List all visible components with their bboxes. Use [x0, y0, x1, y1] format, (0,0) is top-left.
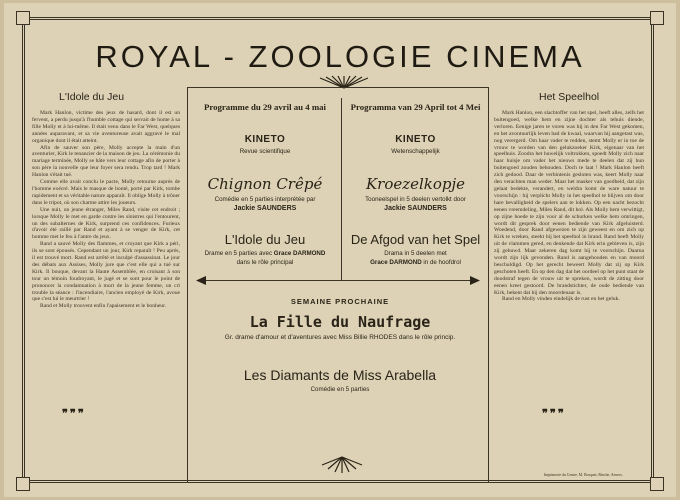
- footer-marks-right: ❞❞❞: [542, 408, 566, 420]
- film1-actor-nl: Jackie SAUNDERS: [384, 205, 447, 212]
- film1-desc-nl: Tooneelspel in 5 deelen vertolkt door: [365, 196, 466, 203]
- kineto-fr: KINETO: [244, 134, 286, 145]
- film2-role-fr: dans le rôle principal: [236, 259, 294, 266]
- left-column-text: [32, 110, 180, 310]
- film1-actor-fr: Jackie SAUNDERS: [233, 205, 297, 212]
- film1-title-nl: Kroezelkopje: [365, 175, 466, 193]
- right-column-divider: [488, 87, 489, 483]
- title-rule: [187, 87, 488, 88]
- right-paragraph: Mark Hanlon, een slachtoffer van het spel, heeft alles, zelfs het buitengoed, welke hem en zijne dochter als tehuis diende, verloren. Eenige jaren te voren was hij in den Far West gekomen, en het avontuurlijk leven had de kwaal, waarvan hij aangetast was, nog verergerd. Om haar vader te redden, stemt Molly er in toe de vrouw te worden van den gelukzoeker Kirk, eigenaar van het speelhuis. Zoodra het huwelijk voltrokken, spoedt Molly zich naar haar huisje om vader het nieuws mede te deelen dat zij hun buitengoed zouden behouden. Doch te laat ! Mark Hanlon heeft zich gedood. Daar de verbintenis gesloten was, keert Molly naar den verachten man weder. Maar het masker van goedheid, dat zijn gelaat bedekte, verandert, en weldra komt de ware natuur te voorschijn : hij verplicht Molly in het speelhol te blijven om door hare bevalligheid de spelers aan te lokken. Op een nacht bezocht eenen vreemdeling, Miles Rand, dit hol. Als Molly hem verwittigt, op zijne hoede te zijn voor al de schurken welke hem omringen, wordt dit gesprek door eenen bediende van Kirk afgeluisterd. Woedend, door Rand afgewezen te zijn geweest en om zich op Kirk te wreken, steekt hij het speelhol in brand. Rand heeft Molly uit de vlammen gered, en denkende dat Kirk erin gebleven is, zijn zij gehuwd. Maar zekeren dag komt hij te voorschijn. Daarna wordt zijn lijk gevonden. Rand is aangehouden en van moord beschuldigd. Op het gerecht beweert Molly dat zij op Kirk geschoten heeft. En op den dag dat het oordeel op het punt staat de doodstraf tegen de vrouw uit te spreken, wordt de zitting door eenen kreet gestoord. De brandstichter, de oude bediende van Kirk, bekent dat hij den moordenaar is.: [494, 110, 644, 296]
- frame-corner-br: [650, 477, 664, 491]
- programme-dates-nl: Programma van 29 April tot 4 Mei: [350, 102, 481, 112]
- left-paragraph: Afin de sauver son père, Molly accepte la main d'un aventurier, Kirk le tenancier de la maison de jeu. La cérémonie du mariage terminée, Molly se hâte vers leur cottage afin de porter à son père la nouvelle que leur foyer sera rendu. Trop tard ! Mark Hanlon s'était tué.: [32, 144, 180, 179]
- right-column-text: [494, 110, 644, 303]
- bottom-ornament-icon: [320, 455, 364, 475]
- right-column-heading: Het Speelhol: [539, 91, 600, 103]
- arrow-right-icon: [470, 276, 480, 285]
- kineto-nl: KINETO: [395, 134, 436, 145]
- kineto-nl-sub: Wetenschappelijk: [391, 148, 440, 155]
- left-paragraph: Comme elle avait conclu le pacte, Molly retourne auprès de l'homme exécré. Mais le masque de bonté, porté par Kirk, tombe rapidement et sa véritable nature apparaît. Il oblige Molly à trôner dans le tripot, où son charme attire les joueurs.: [32, 179, 180, 206]
- right-paragraph: Rand en Molly vinden eindelijk de rust en het geluk.: [502, 296, 620, 303]
- left-paragraph: Mark Hanlon, victime des jeux de hasard, dont il est un fervent, a perdu jusqu'à l'humble cottage qui servait de home à sa fille Molly et à lui-même. Il était venu dans le Far West, quelques années auparavant, et sa vie aventureuse avait aggravé le mal organique dont il était atteint.: [32, 110, 180, 144]
- film2-desc-fr: [192, 250, 338, 257]
- next-film1-desc: Gr. drame d'amour et d'aventures avec Miss Billie RHODES dans le rôle princip.: [224, 334, 456, 341]
- arrow-left-icon: [196, 276, 206, 285]
- frame-corner-tr: [650, 11, 664, 25]
- center-arrow-rule: [204, 280, 472, 281]
- center-split-divider: [341, 98, 342, 281]
- film2-title-fr: L'Idole du Jeu: [224, 232, 306, 247]
- film1-title-fr: Chignon Crêpé: [207, 175, 323, 193]
- kineto-fr-sub: Revue scientifique: [239, 148, 291, 155]
- left-paragraph: Rand a sauvé Molly des flammes, et croyant que Kirk a péri, ils se sont épousés. Cependant un jour, Kirk reparaît ! Peu après, il est trouvé mort. Rand est arrêté et inculpé d'assassinat. Le jour des débats aux Assises, Molly jure que c'est elle qui a tué sur Kirk. Il bouque, devant la Haute Assemblée, en croisant à son tour un témoin foudroyant, le jugé et se sont pour le point de prononcer la condamnation à mort de la jeune femme, un cri trouble la séance : l'incendiaire, l'ancien employé de Kirk, avoue que c'est lui le meurtrier !: [32, 241, 180, 303]
- film2-desc-fr-text: Drame en 5 parties avec: [204, 250, 273, 257]
- frame-corner-bl: [16, 477, 30, 491]
- next-film2-title: Les Diamants de Miss Arabella: [243, 367, 437, 383]
- next-week-label: SEMAINE PROCHAINE: [290, 297, 390, 306]
- programme-sheet: [4, 3, 676, 497]
- footer-marks-left: ❞❞❞: [62, 408, 86, 420]
- film2-actor-nl: Grace DARMOND: [370, 259, 422, 266]
- film2-desc-nl: Drama in 5 deelen met: [384, 250, 447, 257]
- film2-actor-fr: Grace DARMOND: [273, 250, 326, 257]
- film2-title-nl: De Afgod van het Spel: [350, 232, 481, 247]
- left-column-divider: [187, 87, 188, 483]
- film2-role-nl: [345, 259, 486, 266]
- cinema-title: ROYAL - ZOOLOGIE CINEMA: [95, 39, 585, 74]
- next-film1-title: La Fille du Naufrage: [249, 313, 431, 331]
- left-column-heading: L'Idole du Jeu: [59, 91, 125, 103]
- frame-corner-tl: [16, 11, 30, 25]
- programme-dates-fr: Programme du 29 avril au 4 mai: [203, 102, 326, 112]
- film2-role-nl-text: in de hoofdrol: [423, 259, 461, 266]
- film1-desc-fr: Comédie en 5 parties interprétée par: [214, 196, 316, 203]
- printer-credit: Imprimerie du Centre, M. Bosquet, Binche, Anvers.: [544, 473, 623, 477]
- left-paragraph: Rand et Molly trouvent enfin l'apaisement et le bonheur.: [40, 303, 167, 310]
- left-paragraph: Une nuit, un jeune étranger, Miles Rand, visite cet endroit ; lorsque Molly le met en garde contre les sinistres qui l'entourent, un des subalternes de Kirk, surprend ces confidences. Furieux d'avoir été raillé par Rand et ayant à se venger de Kirk, cet homme met le feu à l'antre du jeux.: [32, 206, 180, 241]
- next-film2-desc: Comédie en 5 parties: [310, 386, 370, 393]
